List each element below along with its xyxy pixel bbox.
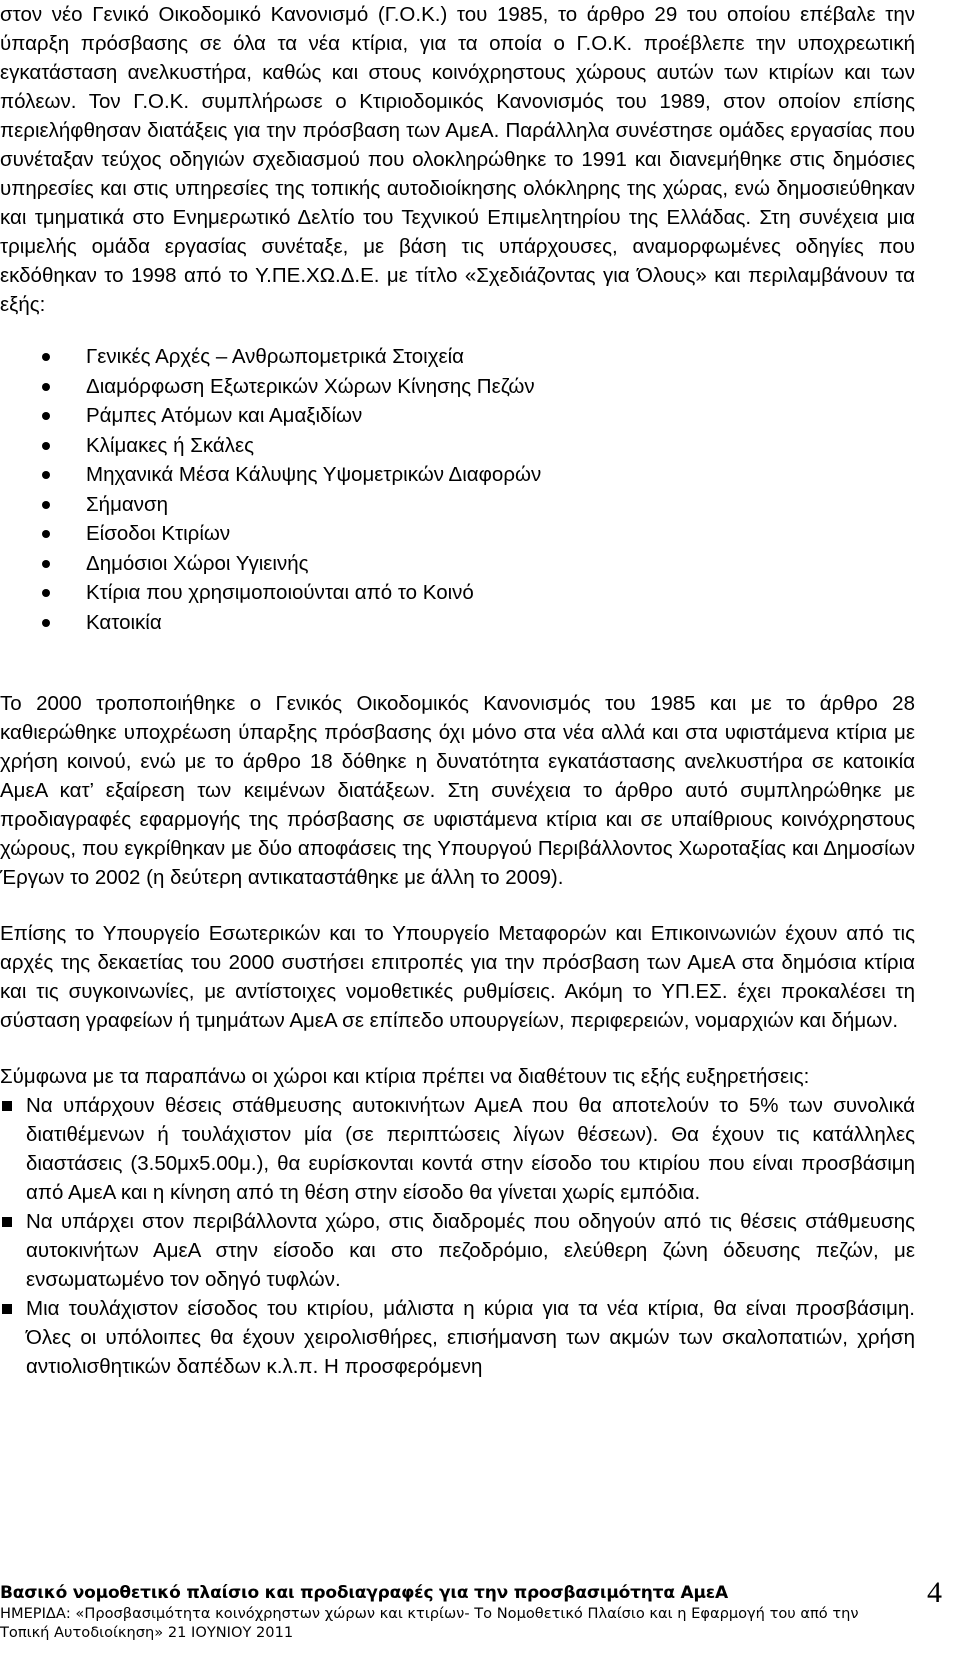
paragraph-ministries: Επίσης το Υπουργείο Εσωτερικών και το Υπουργείο Μεταφορών και Επικοινωνιών έχουν από τις αρχές της δεκαετίας του 2000 συστήσει επιτροπές για την πρόσβαση των ΑμεΑ στα δημόσια κτίρια και τις συγκοινωνίες, με αντίστοιχες νομοθετικές ρυθμίσεις. Ακόμη το ΥΠ.ΕΣ. έχει προκαλέσει τη σύσταση γραφείων ή τμημάτων ΑμεΑ σε επίπεδο υπουργείων, περιφερειών, νομαρχιών και δήμων. xyxy=(0,922,915,1032)
bullet-dot-icon xyxy=(42,412,50,420)
bullet-square-icon xyxy=(2,1101,12,1111)
bullet-dot-icon xyxy=(42,471,50,479)
footer-subtitle: ΗΜΕΡΙΔΑ: «Προσβασιμότητα κοινόχρηστων χώρων και κτιρίων- Το Νομοθετικό Πλαίσιο και η Εφαρμογή του από την Τοπική Αυτοδιοίκηση» 21 ΙΟΥΝΙΟΥ 2011 xyxy=(0,1605,859,1641)
bullet-dot-icon xyxy=(42,589,50,597)
bullet-dot-icon xyxy=(42,353,50,361)
guideline-list xyxy=(0,342,915,637)
bullet-dot-icon xyxy=(42,442,50,450)
bullet-dot-icon xyxy=(42,560,50,568)
paragraph-regulation-history: στον νέο Γενικό Οικοδομικό Κανονισμό (Γ.Ο.Κ.) του 1985, το άρθρο 29 του οποίου επέβαλε την ύπαρξη πρόσβασης σε όλα τα νέα κτίρια, για τα οποία ο Γ.Ο.Κ. προέβλεπε την υποχρεωτική εγκατάσταση ανελκυστήρα, καθώς και στους κοινόχρηστους χώρους αυτών των κτιρίων και των πόλεων. Τον Γ.Ο.Κ. συμπλήρωσε ο Κτιριοδομικός Κανονισμός του 1989, στον οποίον επίσης περιελήφθησαν διατάξεις για την πρόσβαση των ΑμεΑ. Παράλληλα συνέστησε ομάδες εργασίας που συνέταξαν τεύχος οδηγιών σχεδιασμού που ολοκληρώθηκε το 1991 και διανεμήθηκε στις δημόσιες υπηρεσίες και στις υπηρεσίες της τοπικής αυτοδιοίκησης ολόκληρης της χώρας, ενώ δημοσιεύθηκαν και τμηματικά στο Ενημερωτικό Δελτίο του Τεχνικού Επιμελητηρίου της Ελλάδας. Στη συνέχεια μια τριμελής ομάδα εργασίας συνέταξε, με βάση τις υπάρχουσες, αναμορφωμένες οδηγίες που εκδόθηκαν το 1998 από το Υ.ΠΕ.ΧΩ.Δ.Ε. με τίτλο «Σχεδιάζοντας για Όλους» και περιλαμβάνουν τα εξής: xyxy=(0,3,915,316)
bullet-dot-icon xyxy=(42,501,50,509)
bullet-square-icon xyxy=(2,1304,12,1314)
list-item: Σήμανση xyxy=(0,490,915,520)
list-item: Να υπάρχει στον περιβάλλοντα χώρο, στις διαδρομές που οδηγούν από τις θέσεις στάθμευσης αυτοκινήτων ΑμεΑ στην είσοδο και στο πεζοδρόμιο, ελεύθερη ζώνη όδευσης πεζών, με ενσωματωμένο τον οδηγό τυφλών. xyxy=(0,1207,915,1294)
bullet-dot-icon xyxy=(42,383,50,391)
page-footer xyxy=(0,1582,960,1642)
paragraph-2000-amendment: Το 2000 τροποποιήθηκε ο Γενικός Οικοδομικός Κανονισμός του 1985 και με το άρθρο 28 καθιερώθηκε υποχρέωση ύπαρξης πρόσβασης όχι μόνο στα νέα αλλά και στα υφιστάμενα κτίρια με χρήση κοινού, ενώ με το άρθρο 18 δόθηκε η δυνατότητα εγκατάστασης ανελκυστήρα σε κατοικία ΑμεΑ κατ’ εξαίρεση των κειμένων διατάξεων. Στη συνέχεια το άρθρο αυτό συμπληρώθηκε με προδιαγραφές εφαρμογής της πρόσβασης σε υφιστάμενα κτίρια και σε υπαίθριους κοινόχρηστους χώρους, που εγκρίθηκαν με δύο αποφάσεις της Υπουργού Περιβάλλοντος Χωροταξίας και Δημοσίων Έργων το 2002 (η δεύτερη αντικαταστάθηκε με άλλη το 2009). xyxy=(0,692,915,889)
list-item: Διαμόρφωση Εξωτερικών Χώρων Κίνησης Πεζών xyxy=(0,372,915,402)
list-item: Γενικές Αρχές – Ανθρωπομετρικά Στοιχεία xyxy=(0,342,915,372)
paragraph-requirements-intro: Σύμφωνα με τα παραπάνω οι χώροι και κτίρια πρέπει να διαθέτουν τις εξής ευξηρετήσεις: xyxy=(0,1065,810,1088)
footer-title: Βασικό νομοθετικό πλαίσιο και προδιαγραφές για την προσβασιμότητα ΑμεΑ xyxy=(0,1583,729,1603)
bullet-square-icon xyxy=(2,1217,12,1227)
list-item: Κλίμακες ή Σκάλες xyxy=(0,431,915,461)
list-item: Δημόσιοι Χώροι Υγιεινής xyxy=(0,549,915,579)
list-item: Ράμπες Ατόμων και Αμαξιδίων xyxy=(0,401,915,431)
bullet-dot-icon xyxy=(42,619,50,627)
list-item: Μηχανικά Μέσα Κάλυψης Υψομετρικών Διαφορών xyxy=(0,460,915,490)
page-number: 4 xyxy=(927,1576,942,1609)
list-item: Κτίρια που χρησιμοποιούνται από το Κοινό xyxy=(0,578,915,608)
list-item: Μια τουλάχιστον είσοδος του κτιρίου, μάλιστα η κύρια για τα νέα κτίρια, θα είναι προσβάσιμη. Όλες οι υπόλοιπες θα έχουν χειρολισθήρες, επισήμανση των ακμών των σκαλοπατιών, χρήση αντιολισθητικών δαπέδων κ.λ.π. Η προσφερόμενη xyxy=(0,1294,915,1381)
list-item: Να υπάρχουν θέσεις στάθμευσης αυτοκινήτων ΑμεΑ που θα αποτελούν το 5% των συνολικά διατιθέμενων ή τουλάχιστον μία (σε περιπτώσεις λίγων θέσεων). Θα έχουν τις κατάλληλες διαστάσεις (3.50μx5.00μ.), θα ευρίσκονται κοντά στην είσοδο του κτιρίου που είναι προσβάσιμη από ΑμεΑ και η κίνηση από τη θέση στην είσοδο θα γίνεται χωρίς εμπόδια. xyxy=(0,1091,915,1207)
requirements-list xyxy=(0,1091,915,1381)
list-item: Είσοδοι Κτιρίων xyxy=(0,519,915,549)
list-item: Κατοικία xyxy=(0,608,915,638)
bullet-dot-icon xyxy=(42,530,50,538)
